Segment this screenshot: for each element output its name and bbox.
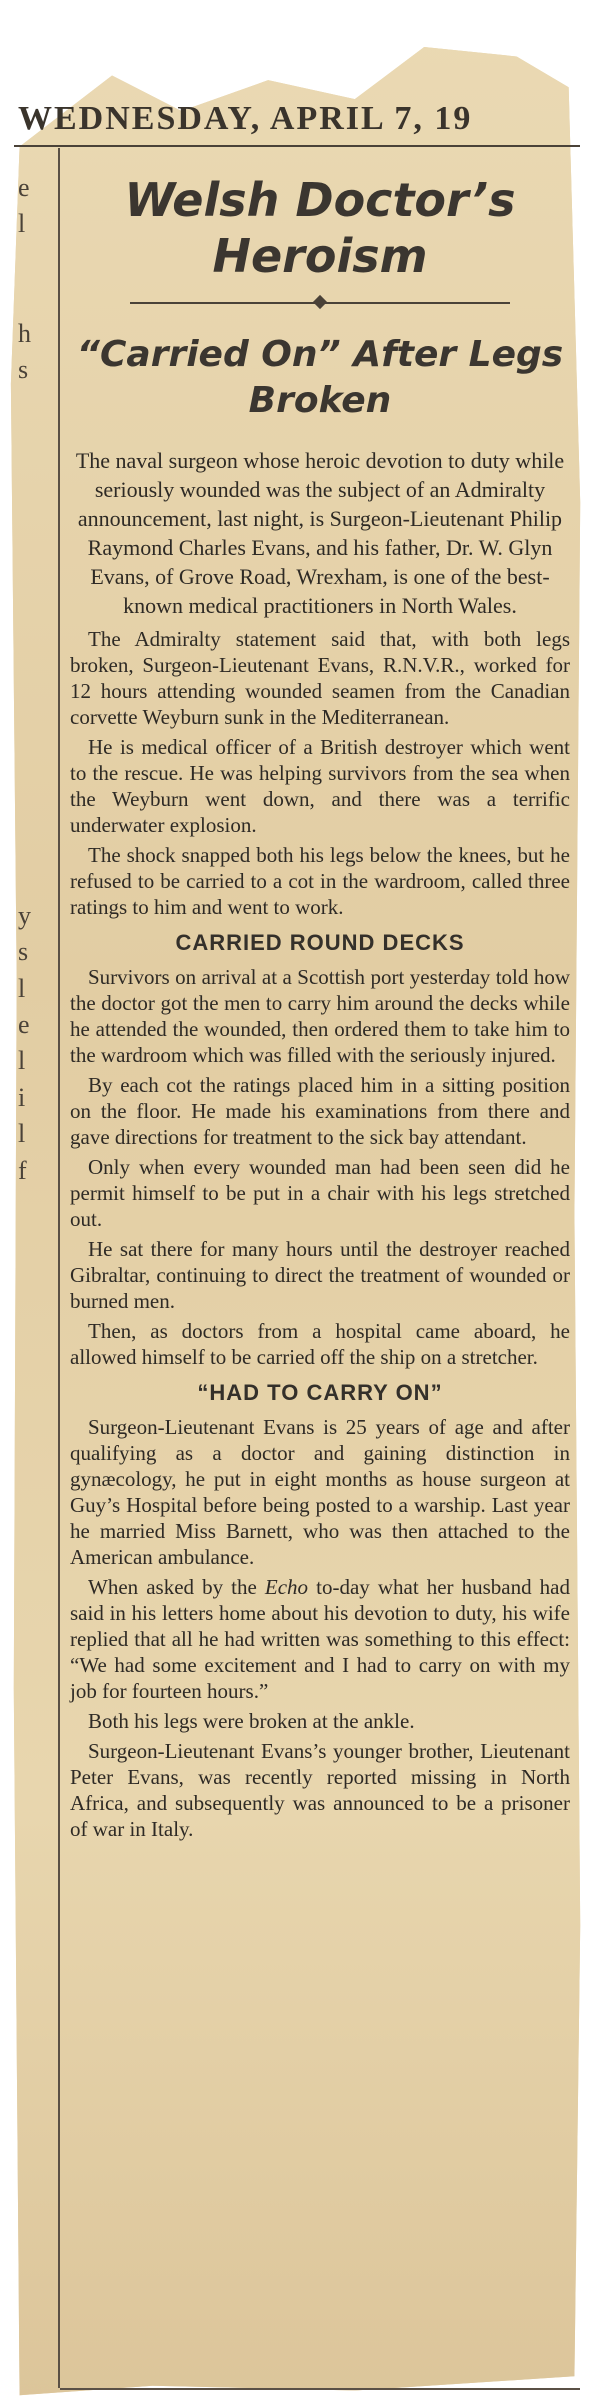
lead-paragraph-block [70,446,570,620]
edge-glyph [18,461,54,497]
edge-glyph: h [18,318,31,348]
top-rule [14,145,580,147]
paragraph-group-1 [70,626,570,920]
body-paragraph: Survivors on arrival at a Scottish port yesterday told how the doctor got the men to carry him around the decks while he attended the wounded, then ordered them to take him to the wardroom which was filled with the seriously injured. [70,965,570,1067]
section-heading-carried-round-decks: CARRIED ROUND DECKS [175,930,465,955]
edge-glyph: l [18,1119,26,1149]
headline: Welsh Doctor’s Heroism [124,173,516,283]
edge-glyph: l [18,209,26,239]
body-paragraph: Then, as doctors from a hospital came aboard, he allowed himself to be carried off the ship on a stretcher. [70,1319,570,1369]
subheadline: “Carried On” After Legs Broken [76,334,564,421]
ornamental-divider [70,294,570,312]
edge-glyph: s [18,937,29,967]
edge-glyph [18,570,54,606]
edge-glyph [18,279,54,315]
edge-glyph [18,607,54,643]
edge-glyph: f [18,1155,27,1185]
edge-glyph: l [18,1046,26,1076]
edge-glyph [18,643,54,679]
bottom-rule [60,2388,580,2390]
echo-newspaper-name: Echo [264,1575,309,1599]
column-rule [58,148,60,2388]
edge-glyph: i [18,1082,26,1112]
edge-glyph [18,716,54,752]
body-paragraph: Only when every wounded man had been seen did he permit himself to be put in a chair with his legs stretched out. [70,1155,570,1231]
edge-glyph [18,752,54,788]
body-paragraph: Both his legs were broken at the ankle. [88,1709,415,1733]
adjacent-column-fragment [18,170,54,2370]
body-paragraph: The shock snapped both his legs below the knees, but he refused to be carried to a cot in the wardroom, called three ratings to him and went to work. [70,843,570,919]
divider-ornament-icon [313,295,327,309]
edge-glyph: s [18,354,29,384]
paragraph-group-3 [70,1414,570,1570]
edge-glyph [18,388,54,424]
section-heading-had-to-carry-on: “HAD TO CARRY ON” [197,1380,443,1405]
edge-glyph [18,679,54,715]
edge-glyph: e [18,173,30,202]
paragraph-group-4 [70,1708,570,1842]
edge-glyph [18,243,54,279]
edge-glyph [18,534,54,570]
echo-text-before: When asked by the [88,1575,265,1599]
body-paragraph: He is medical officer of a British destroyer which went to the rescue. He was helping survivors from the sea when the Weyburn went down, and there was a terrific underwater explosion. [70,735,570,837]
edge-glyph [18,861,54,897]
body-paragraph: He sat there for many hours until the destroyer reached Gibraltar, continuing to direct the treatment of wounded or burned men. [70,1237,570,1313]
edge-glyph [18,425,54,461]
article [70,160,570,1846]
paragraph-group-2 [70,964,570,1370]
edge-glyph [18,789,54,825]
edge-glyph: e [18,1009,30,1039]
body-paragraph: The Admiralty statement said that, with both legs broken, Surgeon-Lieutenant Evans, R.N.V.R., worked for 12 hours attending wounded seamen from the Canadian corvette Weyburn sunk in the Mediterranean. [70,627,570,729]
lead-paragraph: The naval surgeon whose heroic devotion to duty while seriously wounded was the subject of an Admiralty announcement, last night, is Surgeon-Lieutenant Philip Raymond Charles Evans, and his father, Dr. W. Glyn Evans, of Grove Road, Wrexham, is one of the best-known medical practitioners in North Wales. [75,448,565,618]
edge-glyph [18,498,54,534]
edge-glyph: l [18,973,26,1003]
echo-paragraph [70,1574,570,1704]
article-body [70,626,570,1842]
edge-glyph: y [18,900,31,930]
echo-text-after: to-day what her husband had said in his letters home about his devotion to duty, his wife replied that all he had written was something to this effect: “We had some excitement and I had to carry on with my job for fourteen hours.” [70,1575,570,1703]
edge-glyph [18,825,54,861]
dateline: WEDNESDAY, APRIL 7, 19 [18,100,473,137]
body-paragraph: By each cot the ratings placed him in a sitting position on the floor. He made his examinations from there and gave directions for treatment to the sick bay attendant. [70,1073,570,1149]
body-paragraph: Surgeon-Lieutenant Evans’s younger brother, Lieutenant Peter Evans, was recently reported missing in North Africa, and subsequently was announced to be a prisoner of war in Italy. [70,1739,570,1841]
body-paragraph: Surgeon-Lieutenant Evans is 25 years of age and after qualifying as a doctor and gaining distinction in gynæcology, he put in eight months as house surgeon at Guy’s Hospital before being posted to a warship. Last year he married Miss Barnett, who was then attached to the American ambulance. [70,1415,570,1569]
